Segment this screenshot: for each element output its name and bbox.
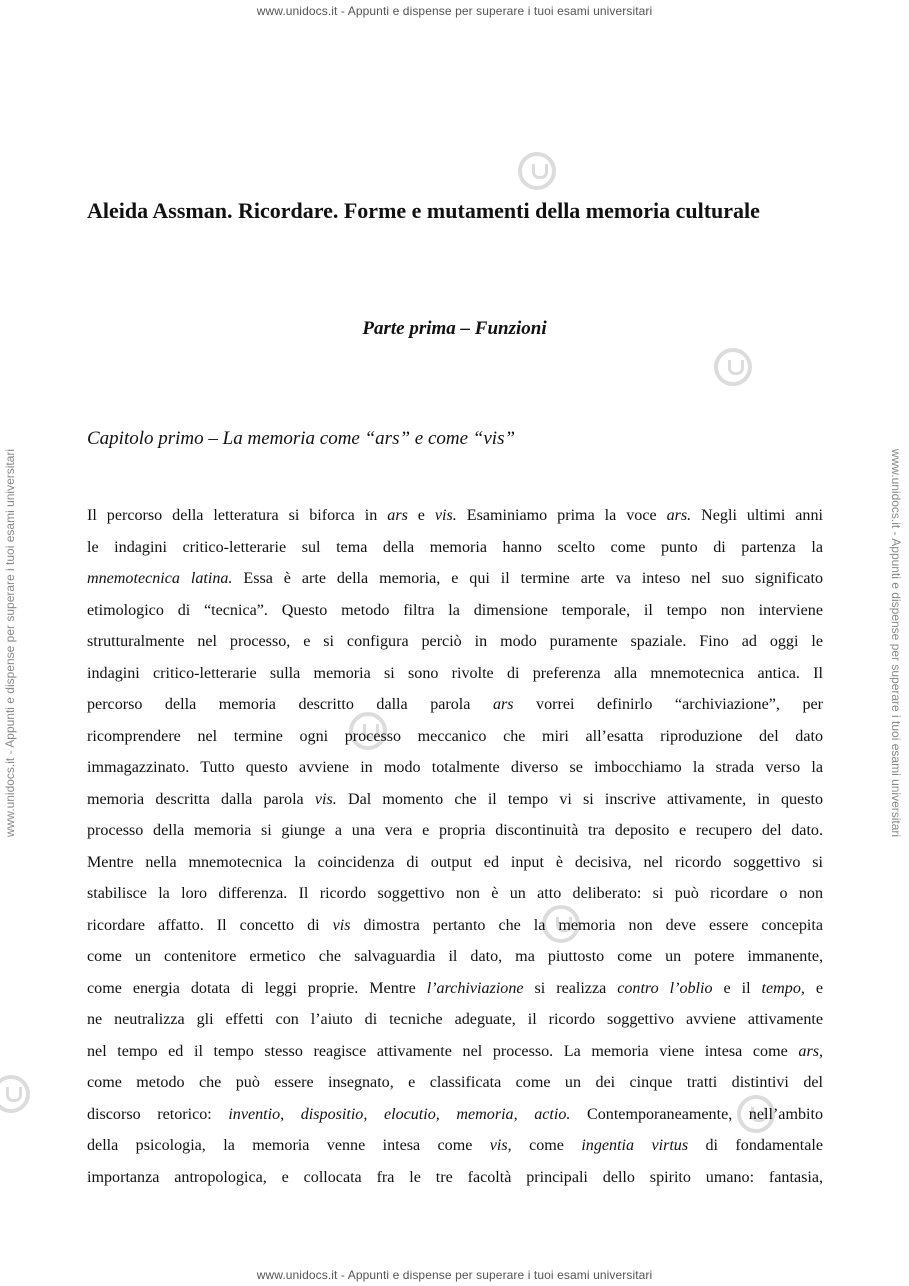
text-run: memoria descritta dalla parola [87,790,315,808]
italic-text: contro l’oblio [617,979,713,997]
text-line [87,941,823,973]
text-line [87,689,823,721]
text-line [87,626,823,658]
watermark-top: www.unidocs.it - Appunti e dispense per superare i tuoi esami universitari [256,4,653,18]
text-run: di fondamentale [688,1137,823,1154]
text-run: vorrei definirlo “archiviazione”, per [513,696,823,713]
text-run: immagazzinato. Tutto questo avviene in modo totalmente diverso se imbocchiamo la strada verso la [87,759,823,776]
text-run: Dal momento che il tempo vi si inscrive attivamente, in questo [336,790,823,808]
text-run: dimostra pertanto che la memoria non deve essere concepita [350,916,823,934]
watermark-left: www.unidocs.it - Appunti e dispense per superare i tuoi esami universitari [3,448,17,838]
text-line [87,1099,823,1131]
text-run: come metodo che può essere insegnato, e classificata come un dei cinque tratti distintivi del [87,1074,823,1091]
italic-text: ars [798,1042,819,1060]
text-line [87,815,823,847]
text-run: stabilisce la loro differenza. Il ricordo soggettivo non è un atto deliberato: si può ricordare o non [87,885,823,902]
text-run: e il [712,979,762,997]
text-line [87,1004,823,1036]
text-run: Contemporaneamente, nell’ambito [570,1105,824,1123]
text-run: , come [507,1137,582,1154]
text-line [87,532,823,564]
italic-text: ars [387,507,408,524]
text-run: e [407,507,435,524]
italic-text: vis. [314,790,337,808]
italic-text: ingentia virtus [581,1137,689,1154]
text-run: ricomprendere nel termine ogni processo meccanico che miri all’esatta riproduzione del dato [87,727,823,745]
italic-text: vis. [434,507,457,524]
italic-text: tempo [761,979,801,997]
text-run: Esaminiamo prima la voce [456,507,667,524]
text-line [87,752,823,784]
text-line [87,847,823,879]
text-run: Mentre nella mnemotecnica la coincidenza di output ed input è decisiva, nel ricordo soggettivo si [87,853,823,871]
text-line [87,1130,823,1162]
italic-text: l’archiviazione [426,979,524,997]
text-run: come un contenitore ermetico che salvaguardia il dato, ma piuttosto come un potere immanente, [87,948,823,965]
text-line [87,595,823,627]
italic-text: ars [492,696,514,713]
text-run: Negli ultimi anni [691,507,823,524]
italic-text: ars. [666,507,692,524]
text-run: le indagini critico-letterarie sul tema della memoria hanno scelto come punto di partenza la [87,538,823,556]
text-run: come energia dotata di leggi proprie. Mentre [87,979,427,997]
text-line [87,1067,823,1099]
text-run: discorso retorico: [87,1105,229,1123]
text-run: strutturalmente nel processo, e si configura perciò in modo puramente spaziale. Fino ad oggi le [87,633,823,650]
unidocs-logo-icon [714,348,752,386]
text-line [87,1162,823,1194]
text-line [87,1036,823,1068]
italic-text: vis [332,916,351,934]
text-line [87,658,823,690]
text-line [87,721,823,753]
watermark-right: www.unidocs.it - Appunti e dispense per superare i tuoi esami universitari [889,448,903,838]
text-line [87,563,823,595]
text-run: importanza antropologica, e collocata fra le tre facoltà principali dello spirito umano: fantasia, [87,1168,823,1186]
text-run: ricordare affatto. Il concetto di [87,916,333,934]
document-title: Aleida Assman. Ricordare. Forme e mutamenti della memoria culturale [87,198,760,223]
body-paragraph [87,500,823,1193]
unidocs-logo-icon [518,152,556,190]
text-run: , e [800,979,824,997]
text-run: indagini critico-letterarie sulla memoria si sono rivolte di preferenza alla mnemotecnica antica. Il [87,664,823,682]
part-heading: Parte prima – Funzioni [362,318,547,339]
text-run: etimologico di “tecnica”. Questo metodo filtra la dimensione temporale, il tempo non interviene [87,601,823,619]
text-line [87,500,823,532]
text-run: si realizza [523,979,618,997]
text-run: percorso della memoria descritto dalla parola [87,696,493,713]
text-run: nel tempo ed il tempo stesso reagisce attivamente nel processo. La memoria viene intesa come [87,1042,799,1060]
text-run: , [818,1042,823,1060]
italic-text: vis [489,1137,508,1154]
text-line [87,973,823,1005]
text-run: Essa è arte della memoria, e qui il termine arte va inteso nel suo significato [232,570,823,587]
text-run: della psicologia, la memoria venne intesa come [87,1137,490,1154]
text-line [87,878,823,910]
text-run: Il percorso della letteratura si biforca in [87,507,388,524]
italic-text: mnemotecnica latina. [87,570,233,587]
text-run: processo della memoria si giunge a una vera e propria discontinuità tra deposito e recupero del dato. [87,822,823,839]
chapter-heading: Capitolo primo – La memoria come “ars” e come “vis” [87,428,516,449]
text-line [87,784,823,816]
text-line [87,910,823,942]
italic-text: inventio, dispositio, elocutio, memoria, actio. [228,1105,571,1123]
unidocs-logo-icon [0,1075,30,1113]
watermark-bottom: www.unidocs.it - Appunti e dispense per superare i tuoi esami universitari [256,1268,653,1282]
text-run: ne neutralizza gli effetti con l’aiuto di tecniche adeguate, il ricordo soggettivo avviene attivamente [87,1011,823,1028]
